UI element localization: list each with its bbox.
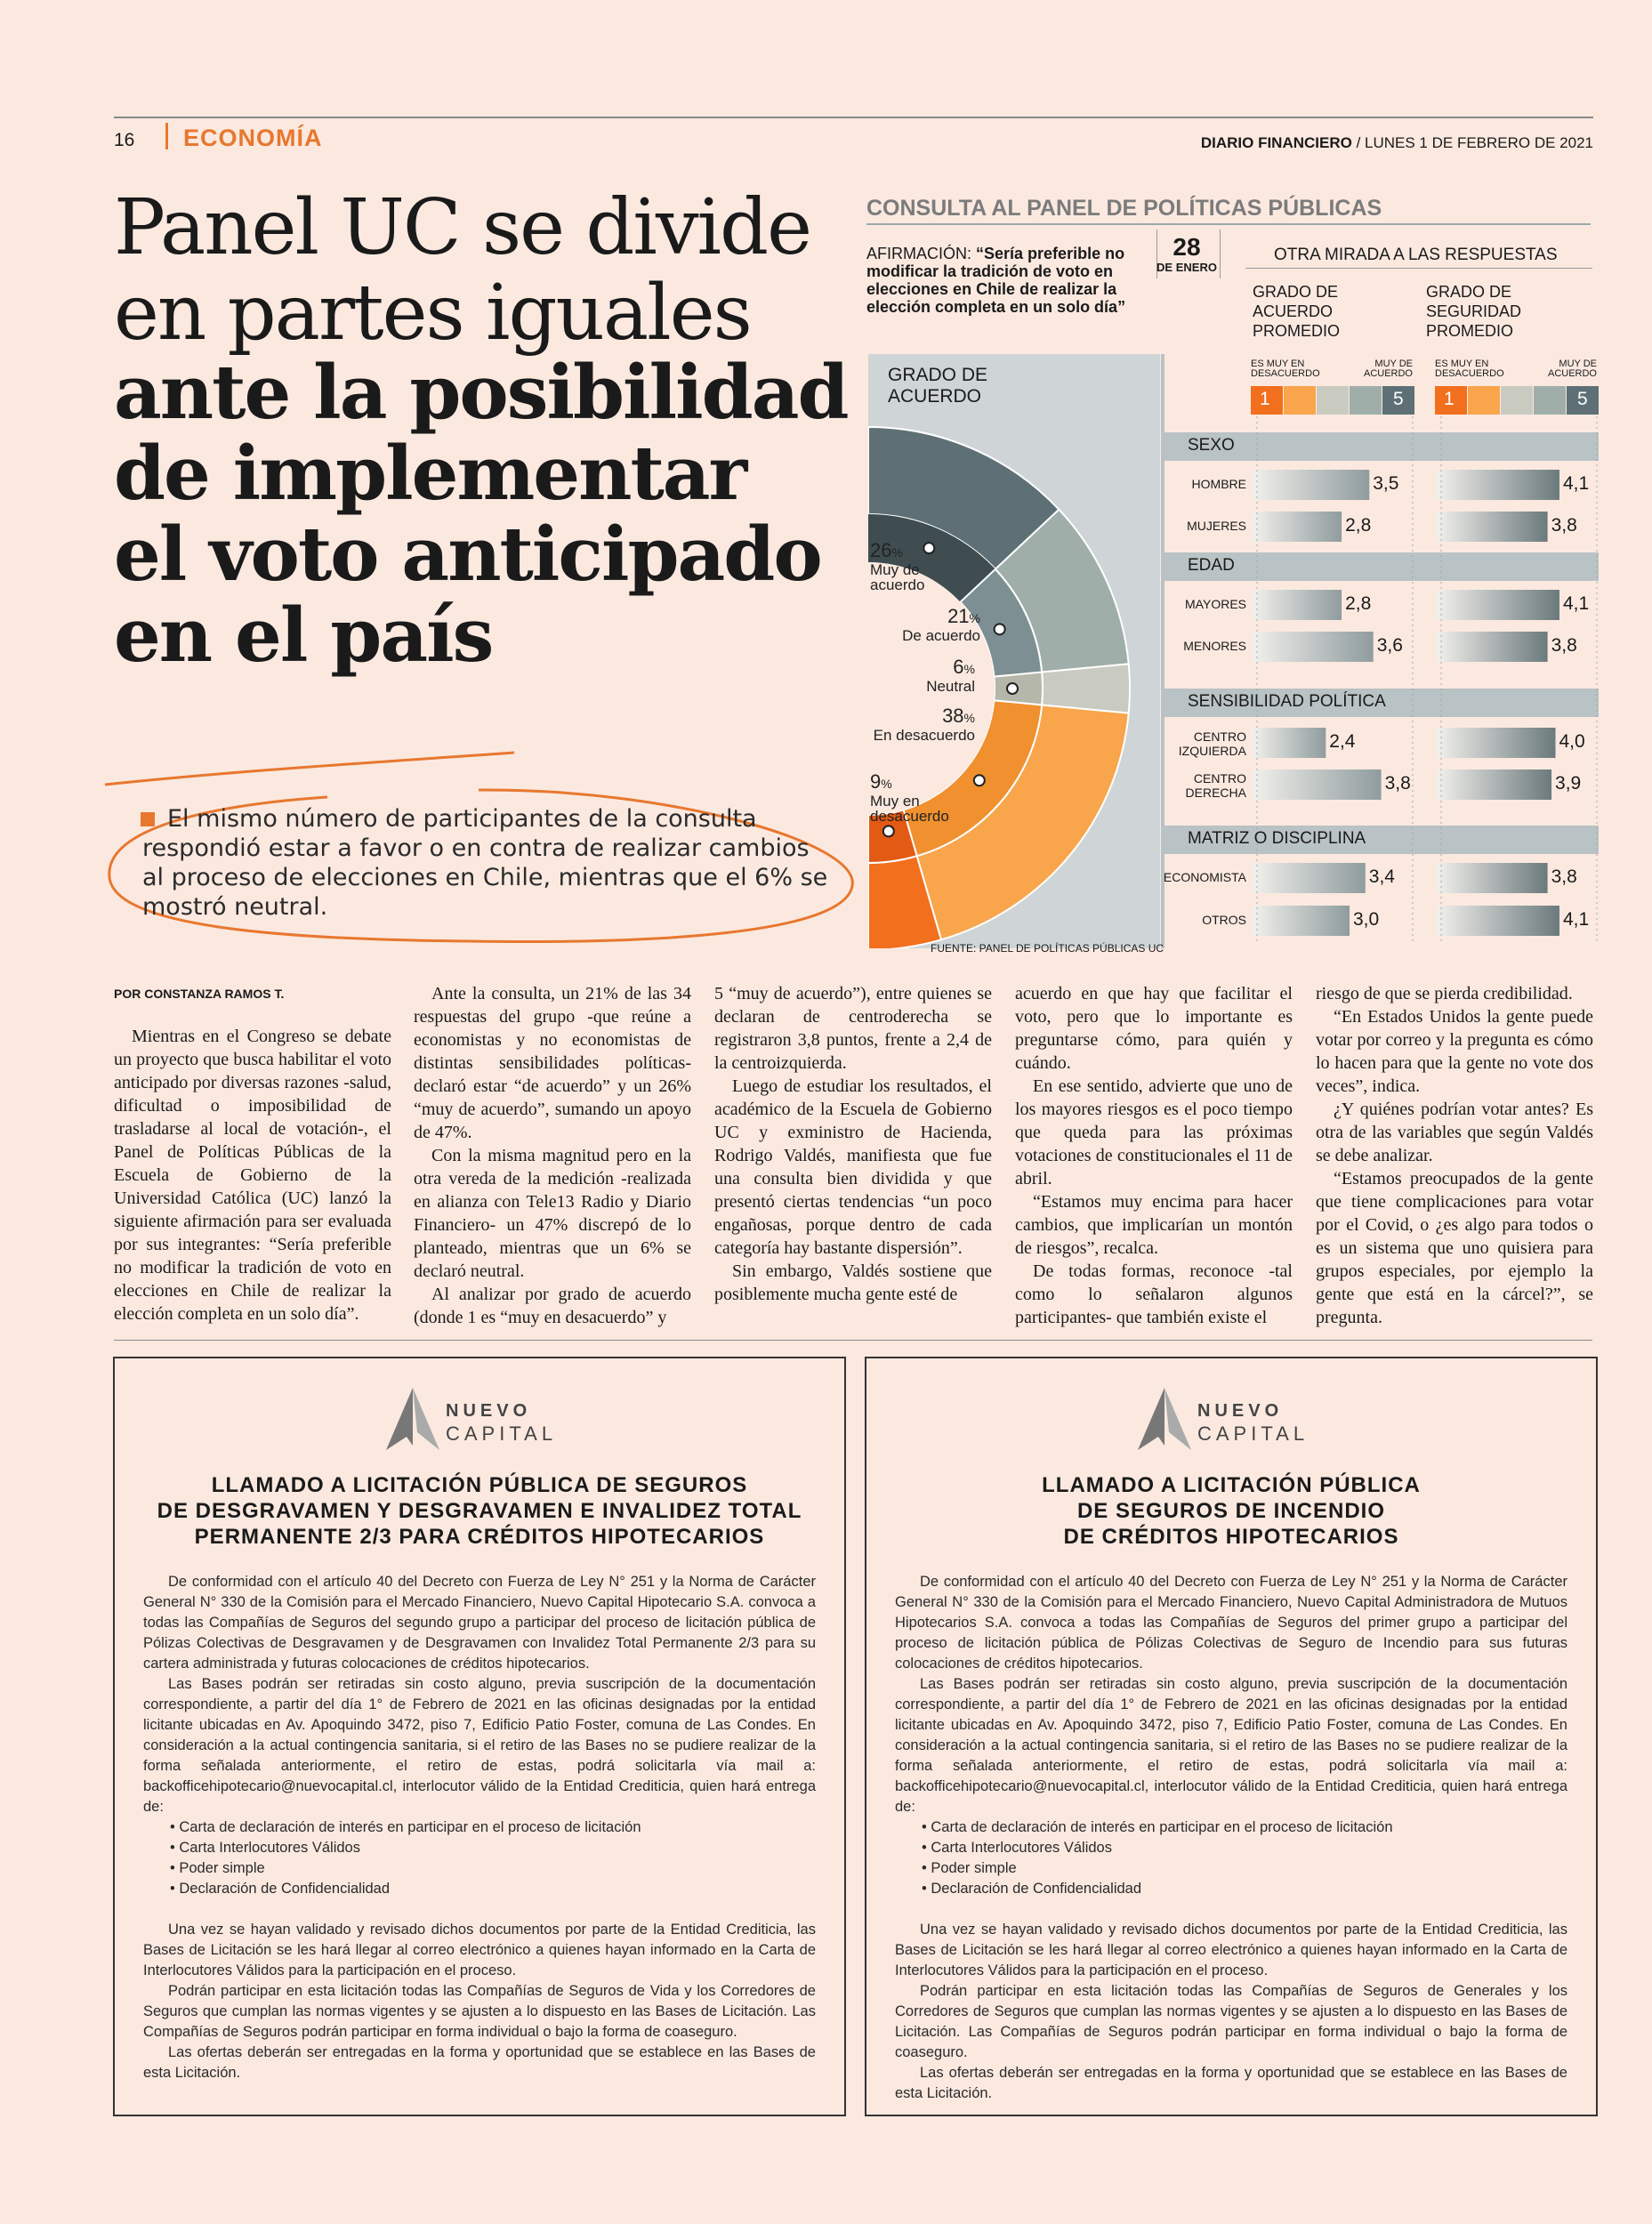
scale-high-label: MUY DE ACUERDO — [1363, 359, 1413, 379]
donut-label-text: Neutral — [926, 678, 975, 695]
paper-name: DIARIO FINANCIERO — [1200, 134, 1352, 151]
article-paragraph: Con la misma magnitud pero en la otra vereda de la medición -realizada en alianza con Tele13 Radio y Diario Financiero- un 47% discrepó de lo planteado, mientras que un 6% se declaró neutral. — [414, 1146, 691, 1281]
ad-licitacion-incendio — [865, 1357, 1598, 2116]
logo-text: NUEVO — [446, 1401, 532, 1421]
infographic-title: CONSULTA AL PANEL DE POLÍTICAS PÚBLICAS — [866, 196, 1382, 221]
ad-paragraph: Las Bases podrán ser retiradas sin costo alguno, previa suscripción de la documentación correspondiente, a partir del día 1° de Febrero de 2021 en las oficinas designadas por la entidad licitante ubicadas en Av. Apoquindo 3472, piso 7, Edificio Patio Foster, comuna de Las Condes. En consideración a la actual contingencia sanitaria, si el retiro de las Bases no se pudiere realizar de la forma señalada anteriormente, el retiro de estas, podrá solicitarla vía mail a: backofficehipotecario@nuevocapital.cl, interlocutor válido de la Entidad Crediticia, quien hará entrega de: — [895, 1676, 1567, 1815]
ad-list-item: • Poder simple — [922, 1858, 1567, 1879]
paper-date: / LUNES 1 DE FEBRERO DE 2021 — [1351, 134, 1593, 151]
article-paragraph: Luego de estudiar los resultados, el académico de la Escuela de Gobierno UC y exministro de Hacienda, Rodrigo Valdés, manifiesta que fue una consulta bien dividida y que presentó ciertas tendencias “un poco engañosas, porque dentro de cada categoría hay bastante dispersión”. — [714, 1076, 992, 1258]
acuerdo-bar — [1253, 632, 1374, 662]
spacer — [895, 1899, 1567, 1920]
article-paragraph: Ante la consulta, un 21% de las 34 respuestas del grupo -que reúne a economistas y no economistas de distintas sensibilidades políticas- declaró estar “de acuerdo” y un 26% “muy de acuerdo”, sumando un apoyo de 47%. — [414, 984, 691, 1142]
donut-label-value: 38 — [942, 705, 964, 727]
acuerdo-value: 3,6 — [1376, 635, 1403, 656]
afirmacion — [866, 245, 1160, 316]
row-label: HOMBRE — [1191, 477, 1246, 491]
headline-line: de implementar — [114, 430, 746, 517]
ad-title — [884, 1472, 1578, 1550]
acuerdo-bar — [1253, 906, 1350, 936]
headline-bold — [114, 349, 870, 679]
row-label: MAYORES — [1185, 597, 1246, 611]
donut-title: GRADO DE ACUERDO — [888, 365, 988, 407]
ad-paragraph: Podrán participar en esta licitación todas las Compañías de Seguros de Vida y los Corredores de Seguros que cumplan las normas vigentes y se ajusten a lo dispuesto en las Bases de Licitación. Las Compañías de Seguros podrán participar en forma individual o bajo la forma de coaseguro. — [143, 1983, 816, 2040]
group-label: SEXO — [1188, 436, 1235, 455]
acuerdo-bar — [1253, 728, 1326, 758]
seguridad-bar — [1437, 632, 1548, 662]
seguridad-value: 3,9 — [1555, 773, 1582, 794]
acuerdo-value: 2,8 — [1345, 593, 1372, 614]
donut-label-text: Muy en desacuerdo — [870, 793, 949, 825]
ad-title-line: DE CRÉDITOS HIPOTECARIOS — [1063, 1525, 1399, 1549]
ad-list — [170, 1817, 816, 1899]
ad-paragraph: Las ofertas deberán ser entregadas en la forma y oportunidad que se establece en las Bases de esta Licitación. — [143, 2044, 816, 2081]
ad-title-line: LLAMADO A LICITACIÓN PÚBLICA DE SEGUROS — [211, 1473, 748, 1497]
acuerdo-value: 3,0 — [1353, 909, 1380, 930]
ad-paragraph: Una vez se hayan validado y revisado dichos documentos por parte de la Entidad Crediticia, las Bases de Licitación se les hará llegar al correo electrónico a quienes hayan informado en la Carta de Interlocutores Válidos para la participación en el proceso. — [895, 1922, 1567, 1978]
headline-line: en partes iguales — [114, 269, 751, 358]
row-label: ECONOMISTA — [1163, 870, 1246, 884]
seguridad-bar — [1437, 728, 1556, 758]
nuevo-capital-logo — [1133, 1383, 1365, 1472]
seguridad-bar — [1437, 906, 1559, 936]
article-paragraph: “Estamos preocupados de la gente que tiene complicaciones para votar por el Covid, o ¿es algo para todos o es un sistema que uno quisiera para grupos especiales, por ejemplo la gente que está en la cárcel?”, se pregunta. — [1316, 1169, 1593, 1327]
article-col-5 — [1316, 982, 1593, 1329]
ad-paragraph: Una vez se hayan validado y revisado dichos documentos por parte de la Entidad Crediticia, las Bases de Licitación se les hará llegar al correo electrónico a quienes hayan informado en la Carta de Interlocutores Válidos para la participación en el proceso. — [143, 1922, 816, 1978]
seguridad-bar — [1437, 863, 1548, 893]
article-paragraph: riesgo de que se pierda credibilidad. — [1316, 984, 1573, 1003]
col-head-acuerdo: GRADO DE ACUERDO PROMEDIO — [1253, 283, 1341, 340]
article-paragraph: Sin embargo, Valdés sostiene que posiblemente mucha gente esté de — [714, 1261, 992, 1304]
group-label: MATRIZ O DISCIPLINA — [1188, 829, 1366, 848]
section-name: ECONOMÍA — [183, 125, 323, 151]
scale-max: 5 — [1577, 389, 1588, 409]
ad-list — [922, 1817, 1567, 1899]
col-head-seguridad: GRADO DE SEGURIDAD PROMEDIO — [1426, 283, 1522, 340]
page-number: 16 — [114, 130, 135, 150]
scale-min: 1 — [1260, 389, 1270, 409]
ad-list-item: • Carta de declaración de interés en participar en el proceso de licitación — [170, 1817, 816, 1838]
row-label: MENORES — [1183, 639, 1246, 653]
acuerdo-bar — [1253, 590, 1342, 620]
date-day: 28 — [1173, 233, 1201, 261]
group-label: SENSIBILIDAD POLÍTICA — [1188, 692, 1386, 711]
article-bottom-rule — [114, 1340, 1592, 1341]
seguridad-value: 4,1 — [1562, 473, 1590, 494]
seguridad-value: 3,8 — [1551, 515, 1577, 536]
infographic-rule — [866, 223, 1591, 225]
donut-label-text: Muy de acuerdo — [870, 561, 925, 593]
acuerdo-value: 2,8 — [1345, 515, 1372, 536]
seguridad-value: 3,8 — [1551, 635, 1577, 656]
donut-label-4 — [870, 770, 950, 824]
donut-label-1 — [872, 605, 980, 643]
ad-paragraph: De conformidad con el artículo 40 del Decreto con Fuerza de Ley N° 251 y la Norma de Carácter General N° 330 de la Comisión para el Mercado Financiero, Nuevo Capital Administradora de Mutuos Hipotecarios S.A. convoca a todas las Compañías de Seguros del primer grupo a participar del proceso de licitación pública de Pólizas Colectivas de Seguro de Incendio para sus futuras colocaciones de créditos hipotecarios. — [895, 1574, 1567, 1672]
acuerdo-bar — [1253, 512, 1342, 542]
nuevo-capital-logo — [382, 1383, 613, 1472]
headline-line: en el país — [114, 592, 493, 679]
donut-label-value: 21 — [947, 605, 970, 627]
article-col-2 — [414, 982, 691, 1329]
scale-swatch — [1350, 386, 1382, 415]
headline-light — [114, 185, 870, 356]
acuerdo-bar — [1253, 770, 1382, 800]
scale-high-label: MUY DE ACUERDO — [1547, 359, 1597, 379]
spacer — [143, 1899, 816, 1920]
seguridad-value: 4,0 — [1559, 731, 1585, 752]
scale-swatch — [1534, 386, 1566, 415]
ad-title — [133, 1472, 826, 1550]
seguridad-bar — [1437, 590, 1559, 620]
row-label: MUJERES — [1187, 519, 1246, 533]
ad-list-item: • Declaración de Confidencialidad — [170, 1879, 816, 1899]
donut-label-value: 6 — [953, 656, 964, 678]
seguridad-value: 4,1 — [1562, 909, 1590, 930]
afirmacion-label: AFIRMACIÓN: — [866, 245, 977, 262]
row-label: OTROS — [1202, 913, 1246, 927]
ad-title-line: PERMANENTE 2/3 PARA CRÉDITOS HIPOTECARIOS — [194, 1525, 765, 1549]
ad-title-line: DE SEGUROS DE INCENDIO — [1076, 1499, 1386, 1523]
scale-swatch — [1501, 386, 1533, 415]
seguridad-value: 4,1 — [1562, 593, 1590, 614]
article-paragraph: Al analizar por grado de acuerdo (donde 1 es “muy en desacuerdo” y — [414, 1285, 691, 1327]
article-col-4 — [1015, 982, 1293, 1329]
seguridad-bar — [1437, 512, 1548, 542]
scale-swatch — [1317, 386, 1349, 415]
ad-body — [143, 1572, 816, 2083]
article-paragraph: Mientras en el Congreso se debate un proyecto que busca habilitar el voto anticipado por diversas razones -salud, dificultad o imposibilidad de trasladarse al local de votación-, el Panel de Políticas Públicas de la Escuela de Gobierno de la Universidad Católica (UC) lanzó la siguiente afirmación para ser evaluada por sus integrantes: “Sería preferible no modificar la tradición de voto en elecciones en Chile de realizar la elección completa en un solo día”. — [114, 1027, 391, 1324]
seguridad-value: 3,8 — [1551, 866, 1577, 887]
donut-label-3 — [872, 705, 975, 743]
donut-marker-4 — [883, 826, 894, 836]
otra-rule — [1245, 268, 1592, 269]
headline-line: el voto anticipado — [114, 511, 821, 598]
headline-line: ante la posibilidad — [114, 349, 848, 436]
row-label: CENTRO DERECHA — [1185, 771, 1246, 800]
article-paragraph: 5 “muy de acuerdo”), entre quienes se declaran de centroderecha se registraron 3,8 puntos, frente a 2,4 de la centroizquierda. — [714, 984, 992, 1073]
donut-label-text: De acuerdo — [902, 627, 980, 644]
article-paragraph: “Estamos muy encima para hacer cambios, que implicarían un montón de riesgos”, recalca. — [1015, 1192, 1293, 1258]
seguridad-bar — [1437, 770, 1551, 800]
donut-label-unit: % — [963, 711, 975, 725]
logo-text: CAPITAL — [1197, 1422, 1310, 1445]
ad-list-item: • Carta Interlocutores Válidos — [922, 1838, 1567, 1858]
article-paragraph: ¿Y quiénes podrían votar antes? Es otra de las variables que según Valdés se debe analizar. — [1316, 1100, 1593, 1165]
donut-label-unit: % — [963, 662, 975, 676]
ad-paragraph: Podrán participar en esta licitación todas las Compañías de Seguros de Generales y los Corredores de Seguros que cumplan las normas vigentes y se ajusten a lo dispuesto en las Bases de Licitación. Las Compañías de Seguros podrán participar en forma individual o bajo la forma de coaseguro. — [895, 1983, 1567, 2060]
donut-label-0 — [870, 539, 932, 592]
headline-line: Panel UC se divide — [114, 183, 810, 272]
scale-min: 1 — [1444, 389, 1455, 409]
source-note: FUENTE: PANEL DE POLÍTICAS PÚBLICAS UC — [931, 942, 1164, 955]
donut-marker-1 — [995, 624, 1005, 634]
section-divider — [165, 123, 168, 149]
scale-low-label: ES MUY EN DESACUERDO — [1435, 359, 1504, 379]
acuerdo-value: 3,8 — [1384, 773, 1411, 794]
donut-label-2 — [872, 656, 975, 694]
acuerdo-bar — [1253, 470, 1369, 500]
donut-label-value: 26 — [870, 539, 892, 561]
article-col-1 — [114, 1025, 391, 1326]
ad-paragraph: Las ofertas deberán ser entregadas en la forma y oportunidad que se establece en las Bases de esta Licitación. — [895, 2065, 1567, 2101]
donut-label-unit: % — [881, 777, 892, 791]
logo-mountain-icon — [1133, 1383, 1196, 1454]
donut-label-unit: % — [891, 545, 903, 560]
byline: POR CONSTANZA RAMOS T. — [114, 987, 285, 1001]
article-col-3 — [714, 982, 992, 1306]
ad-paragraph: Las Bases podrán ser retiradas sin costo alguno, previa suscripción de la documentación correspondiente, a partir del día 1° de Febrero de 2021 en las oficinas designadas por la entidad licitante ubicadas en Av. Apoquindo 3472, piso 7, Edificio Patio Foster, comuna de Las Condes. En consideración a la actual contingencia sanitaria, si el retiro de las Bases no se pudiere realizar de la forma señalada anteriormente, el retiro de estas, podrá solicitarla vía mail a: backofficehipotecario@nuevocapital.cl, interlocutor válido de la Entidad Crediticia, quien hará entrega de: — [143, 1676, 816, 1815]
acuerdo-value: 2,4 — [1329, 731, 1356, 752]
donut-label-value: 9 — [870, 770, 882, 793]
summary-text: El mismo número de participantes de la consulta respondió estar a favor o en contra de realizar cambios al proceso de elecciones en Chile, mientras que el 6% se mostró neutral. — [142, 805, 828, 921]
article-paragraph: acuerdo en que hay que facilitar el voto, pero que lo importante es preguntarse cómo, para quién y cuándo. — [1015, 984, 1293, 1073]
article-paragraph: En ese sentido, advierte que uno de los mayores riesgos es el poco tiempo que queda para las próximas votaciones de constitucionales el 11 de abril. — [1015, 1076, 1293, 1189]
group-label: EDAD — [1188, 556, 1235, 575]
article-paragraph: “En Estados Unidos la gente puede votar por correo y la pregunta es cómo lo hacen para que la gente no vote dos veces”, indica. — [1316, 1007, 1593, 1096]
ad-title-line: DE DESGRAVAMEN Y DESGRAVAMEN E INVALIDEZ TOTAL — [157, 1499, 802, 1523]
seguridad-bar — [1437, 470, 1559, 500]
donut-label-text: En desacuerdo — [873, 727, 975, 744]
scale-swatch — [1468, 386, 1500, 415]
scale-max: 5 — [1393, 389, 1404, 409]
ad-list-item: • Poder simple — [170, 1858, 816, 1879]
date-month: DE ENERO — [1156, 261, 1217, 274]
afirmacion-text: “Sería preferible no modificar la tradición de voto en elecciones en Chile de realizar la elección completa en un solo día” — [866, 245, 1126, 316]
acuerdo-value: 3,4 — [1368, 866, 1395, 887]
otra-mirada: OTRA MIRADA A LAS RESPUESTAS — [1274, 246, 1558, 264]
ad-paragraph: De conformidad con el artículo 40 del Decreto con Fuerza de Ley N° 251 y la Norma de Carácter General N° 330 de la Comisión para el Mercado Financiero, Nuevo Capital Hipotecario S.A. convoca a todas las Compañías de Seguros del segundo grupo a participar del proceso de licitación pública de Pólizas Colectivas de Desgravamen y de Desgravamen con Invalidez Total Permanente 2/3 para su cartera administrada y futuras colocaciones de créditos hipotecarios. — [143, 1574, 816, 1672]
donut-label-unit: % — [969, 611, 980, 625]
ad-list-item: • Declaración de Confidencialidad — [922, 1879, 1567, 1899]
scale-low-label: ES MUY EN DESACUERDO — [1251, 359, 1320, 379]
paper-info — [1201, 134, 1593, 152]
donut-marker-3 — [974, 775, 985, 786]
acuerdo-bar — [1253, 863, 1366, 893]
ad-body — [895, 1572, 1567, 2104]
donut-chart — [868, 354, 1162, 948]
article-paragraph: De todas formas, reconoce -tal como lo señalaron algunos participantes- que también existe el — [1015, 1261, 1293, 1327]
scale-swatch — [1284, 386, 1316, 415]
header-rule — [114, 117, 1593, 118]
logo-mountain-icon — [382, 1383, 444, 1454]
acuerdo-value: 3,5 — [1373, 473, 1399, 494]
ad-title-line: LLAMADO A LICITACIÓN PÚBLICA — [1042, 1473, 1421, 1497]
donut-marker-2 — [1007, 683, 1018, 694]
ad-licitacion-desgravamen — [113, 1357, 846, 2116]
logo-text: CAPITAL — [446, 1422, 558, 1445]
ad-list-item: • Carta Interlocutores Válidos — [170, 1838, 816, 1858]
ad-list-item: • Carta de declaración de interés en participar en el proceso de licitación — [922, 1817, 1567, 1838]
row-label: CENTRO IZQUIERDA — [1178, 729, 1246, 758]
logo-text: NUEVO — [1197, 1401, 1284, 1421]
